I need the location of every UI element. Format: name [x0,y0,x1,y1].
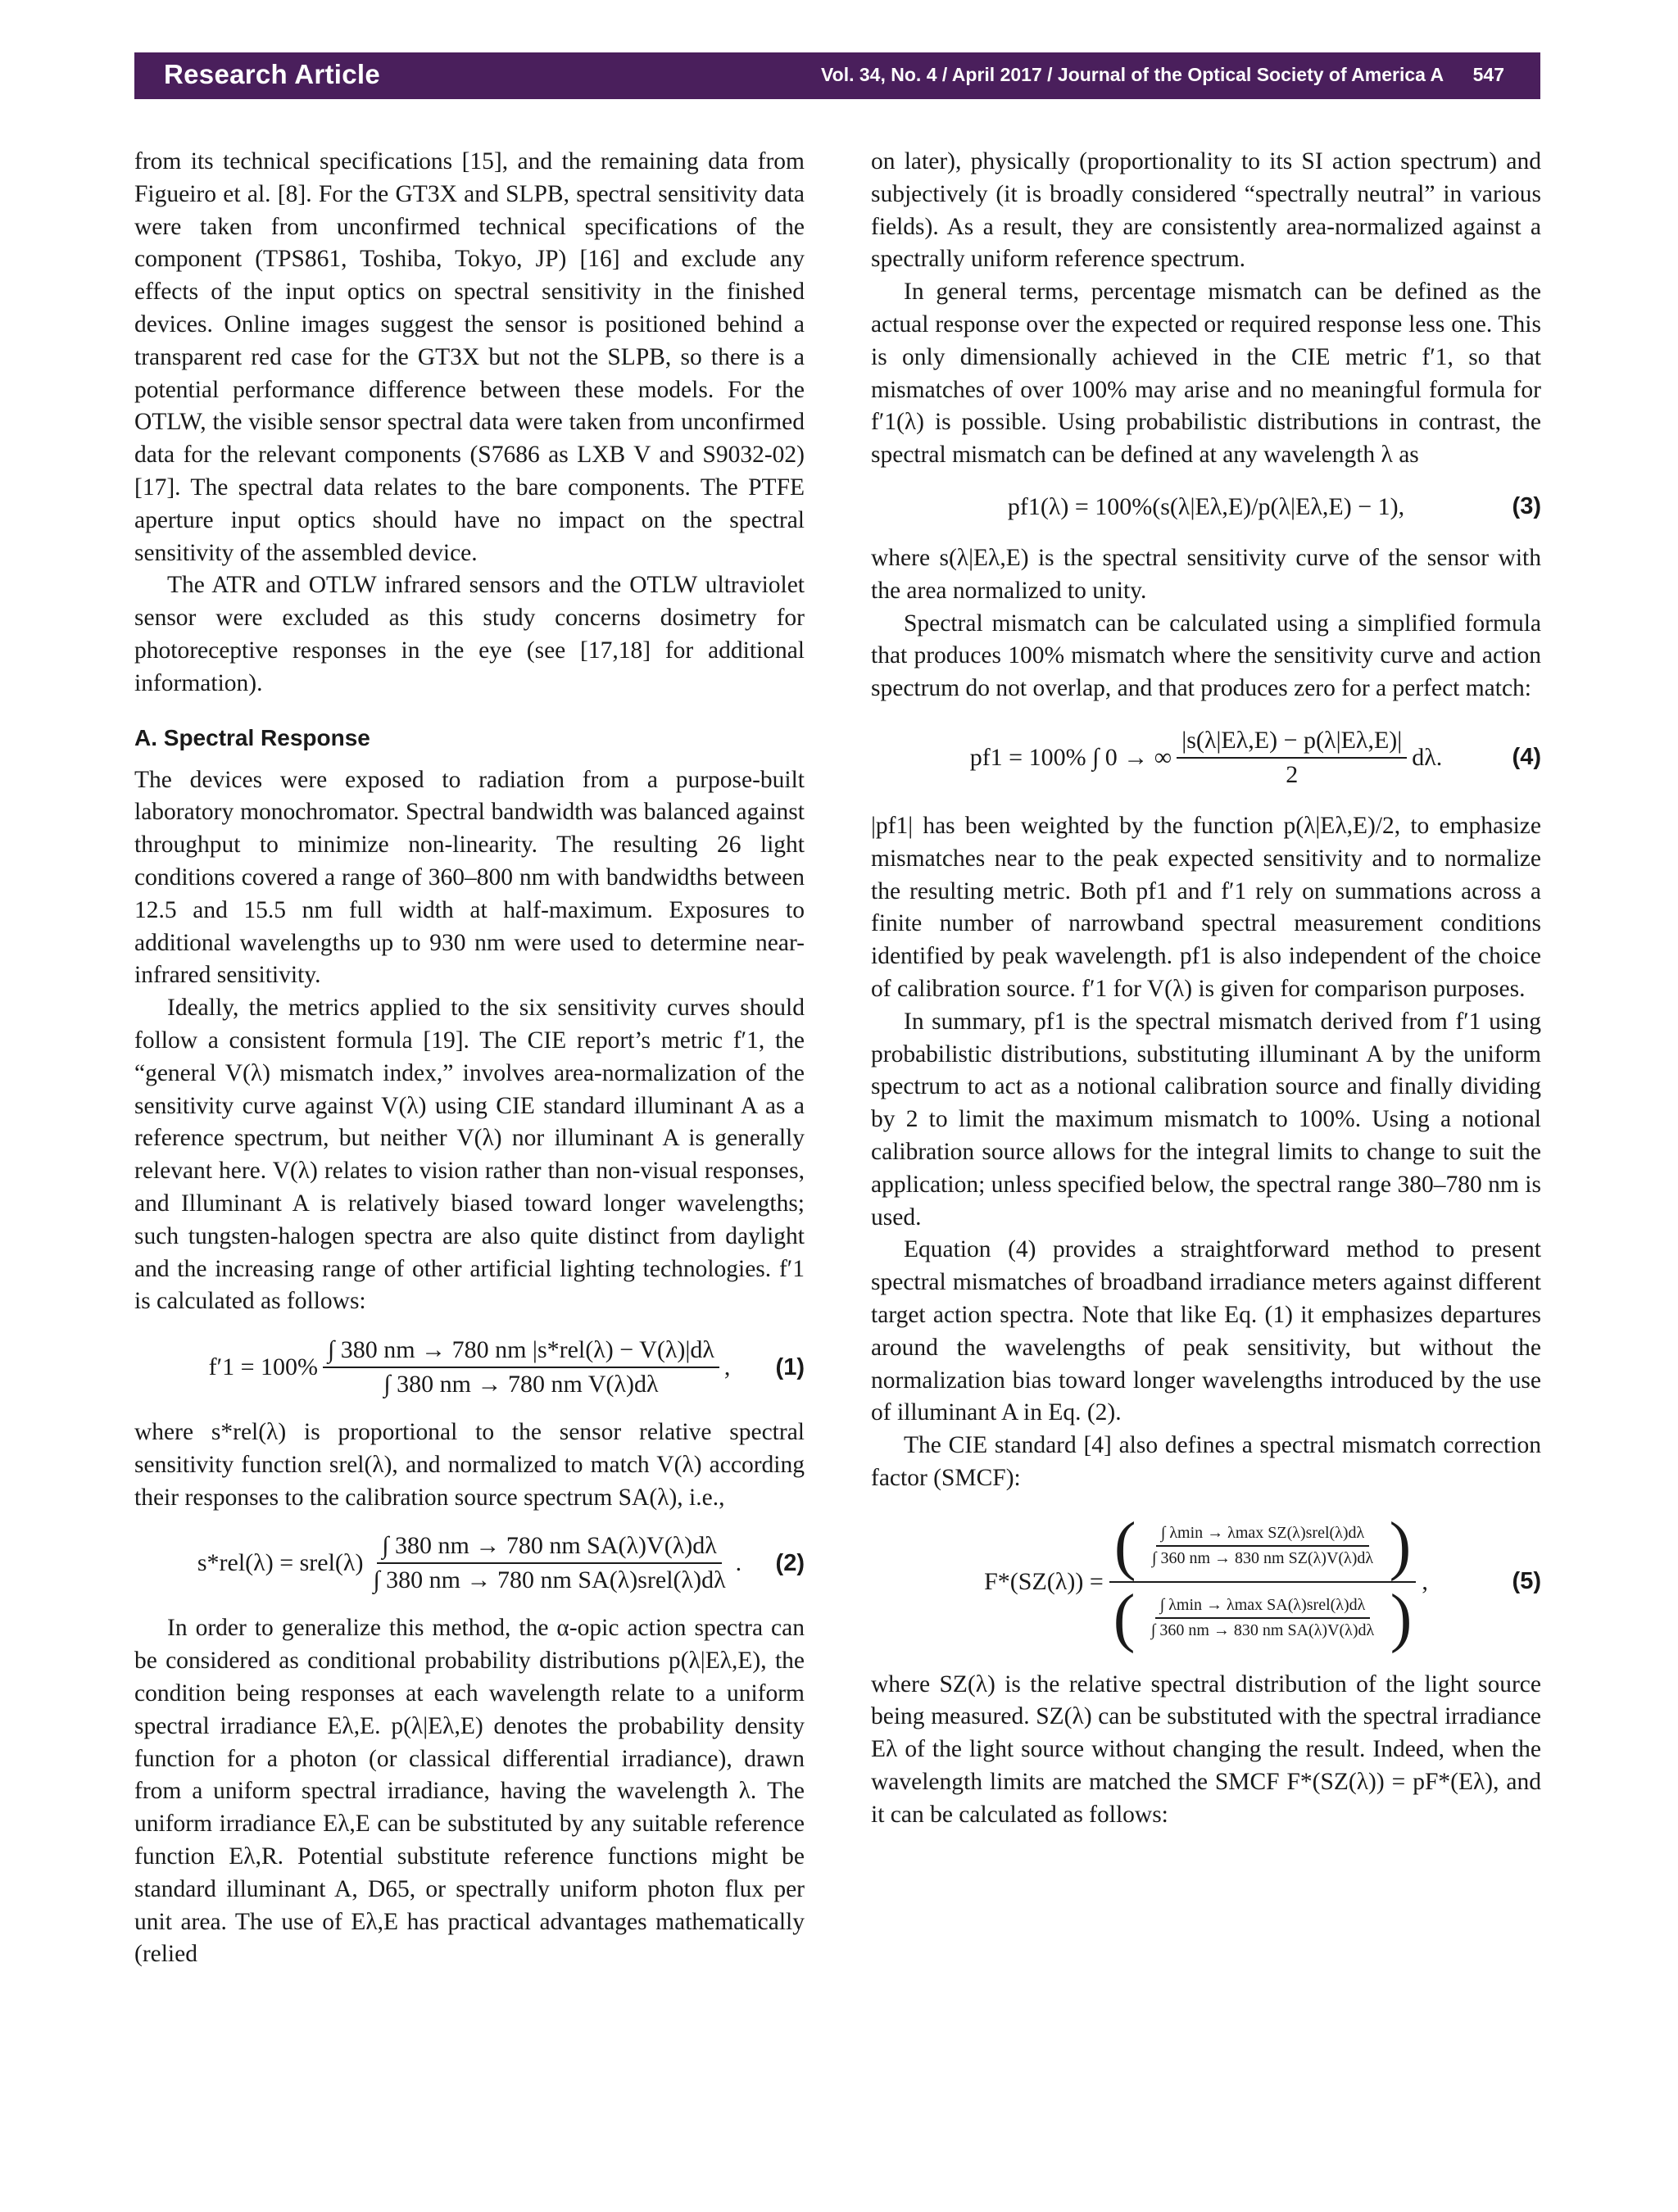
body-paragraph: In general terms, percentage mismatch can be defined as the actual response over the expected or required response less one. This is only dimensionally achieved in the CIE metric f′1, so that mismatches of over 100% may arise and no meaningful formula for f′1(λ) is possible. Using probabilistic distributions in contrast, the spectral mismatch can be defined at any wavelength λ as [871,279,1541,469]
equation-2-lhs: s*rel(λ) = srel(λ) [197,1549,364,1577]
equation-4-tail: dλ. [1412,743,1443,771]
body-paragraph: Spectral mismatch can be calculated using a simplified formula that produces 100% mismatch where the sensitivity curve and action spectrum do not overlap, and that produces zero for a perfect match: [871,610,1541,702]
body-paragraph: The devices were exposed to radiation from a purpose-built laboratory monochromator. Spectral bandwidth was balanced against throughput to minimize non-linearity. The resulting 26 light conditions covered a range of 360–800 nm with bandwidths between 12.5 and 15.5 nm full width at half-maximum. Exposures to additional wavelengths up to 930 nm were used to determine near-infrared sensitivity. [134,766,805,989]
equation-3 [871,493,1541,521]
right-paren: ) [1389,1509,1412,1582]
journal-citation [821,64,1504,86]
left-column [134,146,805,1971]
equation-5-bottom-denominator: ∫ 360 nm → 830 nm SA(λ)V(λ)dλ [1150,1620,1375,1639]
body-paragraph: where s(λ|Eλ,E) is the spectral sensitivity curve of the sensor with the area normalized to unity. [871,544,1541,604]
right-column [871,146,1541,1832]
body-paragraph: The CIE standard [4] also defines a spectral mismatch correction factor (SMCF): [871,1432,1541,1491]
journal-volume-info: Vol. 34, No. 4 / April 2017 / Journal of the Optical Society of America A [821,64,1444,85]
body-paragraph: where s*rel(λ) is proportional to the sensor relative spectral sensitivity function srel(λ), and normalized to match V(λ) according their responses to the calibration source spectrum SA(λ), i.e., [134,1419,805,1511]
equation-4-number: (4) [1512,744,1541,771]
equation-2-numerator: ∫ 380 nm → 780 nm SA(λ)V(λ)dλ [377,1532,722,1564]
equation-5 [871,1509,1541,1654]
equation-1-comma: , [723,1353,731,1381]
equation-5-outer-numerator [1109,1509,1416,1583]
equation-4-denominator: 2 [1286,760,1299,788]
equation-1-denominator: ∫ 380 nm → 780 nm V(λ)dλ [383,1371,659,1398]
body-paragraph: Equation (4) provides a straightforward method to present spectral mismatches of broadband irradiance meters against different target action spectra. Note that like Eq. (1) it emphasizes departures around the wavelengths of peak sensitivity, but without the normalization bias toward longer wavelengths introduced by the use of illuminant A in Eq. (2). [871,1236,1541,1426]
article-type-label: Research Article [164,59,381,89]
equation-2-denominator: ∫ 380 nm → 780 nm SA(λ)srel(λ)dλ [373,1566,726,1594]
equation-4-lhs: pf1 = 100% ∫ 0 → ∞ [969,743,1172,771]
right-paren: ) [1390,1581,1413,1654]
equation-1-lhs: f′1 = 100% [208,1353,319,1381]
left-paren: ( [1113,1509,1136,1582]
left-paren: ( [1113,1581,1136,1654]
body-paragraph: The ATR and OTLW infrared sensors and the OTLW ultraviolet sensor were excluded as this study concerns dosimetry for photoreceptive responses in the eye (see [17,18] for additional information). [134,572,805,696]
equation-4-fraction [1177,727,1407,789]
equation-4 [871,727,1541,789]
equation-1-fraction [323,1336,719,1398]
equation-5-top-numerator: ∫ λmin → λmax SZ(λ)srel(λ)dλ [1156,1524,1369,1547]
body-paragraph: Ideally, the metrics applied to the six sensitivity curves should follow a consistent formula [19]. The CIE report’s metric f′1, the “general V(λ) mismatch index,” involves area-normalization of the sensitivity curve against V(λ) using CIE standard illuminant A as a reference spectrum, but neither V(λ) nor illuminant A is generally relevant here. V(λ) relates to vision rather than non-visual responses, and Illuminant A is relatively biased toward longer wavelengths; such tungsten-halogen spectra are also quite distinct from daylight and the increasing range of other artificial lighting technologies. f′1 is calculated as follows: [134,995,805,1315]
equation-2-period: . [735,1549,742,1577]
equation-2 [134,1532,805,1594]
body-paragraph: from its technical specifications [15], and the remaining data from Figueiro et al. [8]. For the GT3X and SLPB, spectral sensitivity data were taken from unconfirmed technical specifications of the component (TPS861, Toshiba, Tokyo, JP) [16] and exclude any effects of the input optics on spectral sensitivity in the finished devices. Online images suggest the sensor is positioned behind a transparent red case for the GT3X but not the SLPB, so there is a potential performance difference between these models. For the OTLW, the visible sensor spectral data were taken from unconfirmed data for the relevant components (S7686 as LXB V and S9032-02) [17]. The spectral data relates to the bare components. The PTFE aperture input optics should have no impact on the spectral sensitivity of the assembled device. [134,148,805,566]
equation-3-number: (3) [1512,493,1541,520]
equation-1-numerator: ∫ 380 nm → 780 nm |s*rel(λ) − V(λ)|dλ [323,1336,719,1368]
equation-4-numerator: |s(λ|Eλ,E) − p(λ|Eλ,E)| [1177,727,1407,759]
equation-1-number: (1) [775,1353,805,1380]
journal-header-banner [134,52,1540,99]
body-paragraph: |pf1| has been weighted by the function p(λ|Eλ,E)/2, to emphasize mismatches near to the peak expected sensitivity and to normalize the resulting metric. Both pf1 and f′1 rely on summations across a finite number of narrowband spectral measurement conditions identified by peak wavelength. pf1 is also independent of the choice of calibration source. f′1 for V(λ) is given for comparison purposes. [871,812,1541,1002]
equation-5-top-denominator: ∫ 360 nm → 830 nm SZ(λ)V(λ)dλ [1152,1548,1374,1567]
equation-5-outer-denominator [1109,1581,1417,1654]
equation-2-number: (2) [775,1549,805,1576]
equation-1 [134,1336,805,1398]
body-paragraph: In order to generalize this method, the α-opic action spectra can be considered as conditional probability distributions p(λ|Eλ,E), the condition being responses at each wavelength relate to a uniform spectral irradiance Eλ,E. p(λ|Eλ,E) denotes the probability density function for a photon (or classical differential irradiance), drawn from a uniform spectral irradiance, having the wavelength λ. The uniform irradiance Eλ,E can be substituted by any suitable reference function Eλ,R. Potential substitute reference functions might be standard illuminant A, D65, or spectrally uniform photon flux per unit area. The use of Eλ,E has practical advantages mathematically (relied [134,1615,805,1968]
equation-5-bottom-fraction [1146,1596,1379,1640]
page-number: 547 [1472,64,1504,85]
body-paragraph: In summary, pf1 is the spectral mismatch derived from f′1 using probabilistic distributions, substituting illuminant A by the uniform spectrum to act as a notional calibration source and finally dividing by 2 to limit the maximum mismatch to 100%. Using a notional calibration source allows for the integral limits to change to suit the application; unless specified below, the spectral range 380–780 nm is used. [871,1008,1541,1231]
body-paragraph: on later), physically (proportionality to its SI action spectrum) and subjectively (it is broadly considered “spectrally neutral” in various fields). As a result, they are consistently area-normalized against a spectrally uniform reference spectrum. [871,148,1541,273]
equation-2-fraction [368,1532,730,1594]
equation-5-number: (5) [1512,1568,1541,1595]
equation-3-body: pf1(λ) = 100%(s(λ|Eλ,E)/p(λ|Eλ,E) − 1), [1007,492,1405,520]
section-heading: A. Spectral Response [134,724,370,750]
equation-5-bottom-numerator: ∫ λmin → λmax SA(λ)srel(λ)dλ [1155,1596,1371,1619]
equation-5-lhs: F*(SZ(λ)) = [984,1567,1104,1595]
equation-5-comma: , [1422,1567,1428,1595]
equation-5-outer-fraction [1109,1509,1417,1654]
equation-5-top-fraction [1147,1524,1378,1568]
body-paragraph: where SZ(λ) is the relative spectral distribution of the light source being measured. SZ(λ) can be substituted with the spectral irradiance Eλ of the light source without changing the result. Indeed, when the wavelength limits are matched the SMCF F*(SZ(λ)) = pF*(Eλ), and it can be calculated as follows: [871,1670,1541,1828]
